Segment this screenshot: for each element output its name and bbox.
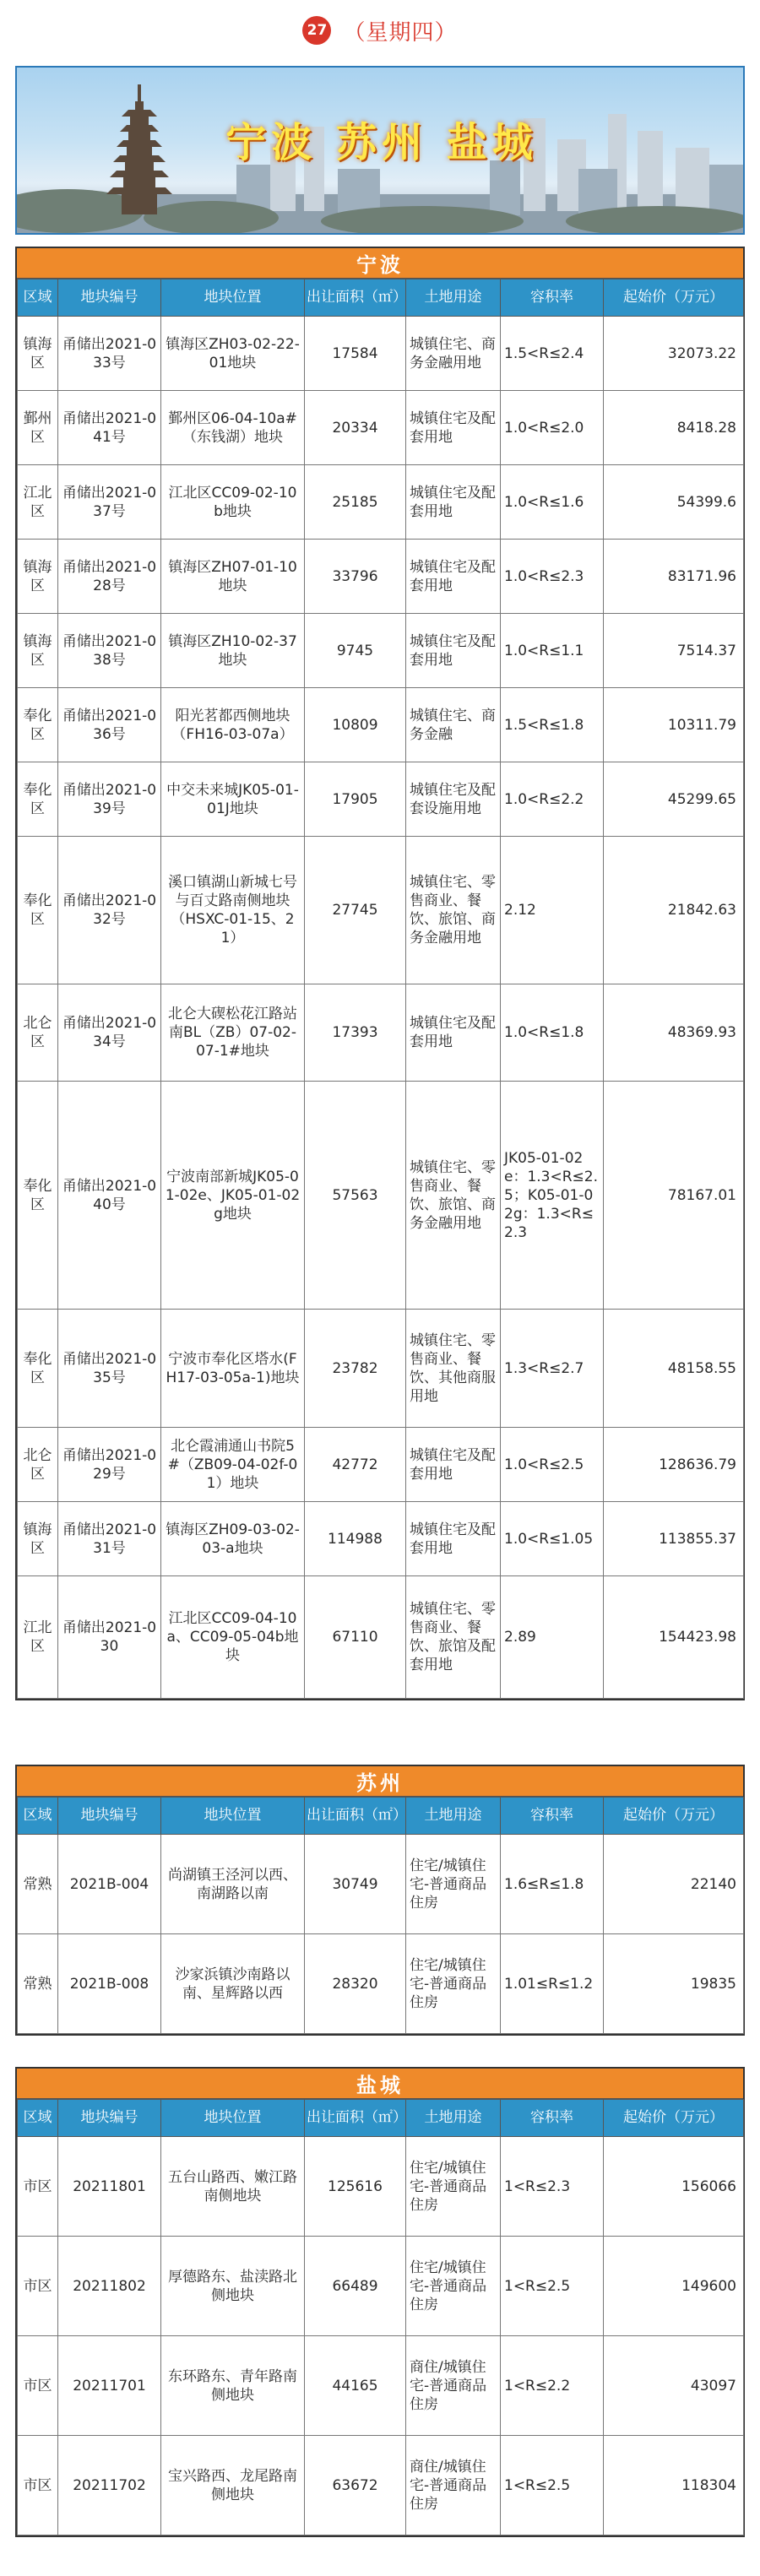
col-header-area: 出让面积（㎡） bbox=[305, 2100, 406, 2137]
col-header-area: 出让面积（㎡） bbox=[305, 279, 406, 317]
cell-far: 1.6≤R≤1.8 bbox=[501, 1835, 604, 1934]
cell-area: 67110 bbox=[305, 1576, 406, 1699]
cell-far: 1.5<R≤2.4 bbox=[501, 317, 604, 391]
cell-price: 78167.01 bbox=[604, 1082, 744, 1310]
cell-far: 1.0<R≤1.8 bbox=[501, 984, 604, 1082]
cell-price: 48369.93 bbox=[604, 984, 744, 1082]
table-row bbox=[18, 1428, 744, 1502]
land-table bbox=[17, 2099, 744, 2535]
date-badge: 27 bbox=[302, 16, 331, 45]
cell-district: 常熟 bbox=[18, 1835, 58, 1934]
col-header-price: 起始价（万元） bbox=[604, 2100, 744, 2137]
cell-district: 市区 bbox=[18, 2436, 58, 2535]
table-header-row bbox=[18, 1798, 744, 1835]
cell-use: 商住/城镇住宅-普通商品住房 bbox=[406, 2436, 501, 2535]
cell-far: 1.3<R≤2.7 bbox=[501, 1310, 604, 1428]
weekday-label: （星期四） bbox=[343, 19, 458, 46]
cell-district: 奉化区 bbox=[18, 1310, 58, 1428]
cell-use: 商住/城镇住宅-普通商品住房 bbox=[406, 2336, 501, 2436]
cell-location: 镇海区ZH09-03-02-03-a地块 bbox=[161, 1502, 305, 1576]
cell-far: 2.89 bbox=[501, 1576, 604, 1699]
col-header-district: 区域 bbox=[18, 1798, 58, 1835]
cell-area: 114988 bbox=[305, 1502, 406, 1576]
cell-location: 五台山路西、嫩江路南侧地块 bbox=[161, 2137, 305, 2237]
cell-code: 甬储出2021-028号 bbox=[58, 540, 161, 614]
cell-code: 2021B-004 bbox=[58, 1835, 161, 1934]
cell-use: 城镇住宅及配套用地 bbox=[406, 614, 501, 688]
cell-district: 鄞州区 bbox=[18, 391, 58, 465]
col-header-code: 地块编号 bbox=[58, 2100, 161, 2137]
cell-price: 128636.79 bbox=[604, 1428, 744, 1502]
cell-code: 2021B-008 bbox=[58, 1934, 161, 2034]
table-header-row bbox=[18, 2100, 744, 2137]
table-header-row bbox=[18, 279, 744, 317]
cell-far: 1<R≤2.3 bbox=[501, 2137, 604, 2237]
cell-area: 27745 bbox=[305, 837, 406, 984]
col-header-location: 地块位置 bbox=[161, 1798, 305, 1835]
cell-location: 宝兴路西、龙尾路南侧地块 bbox=[161, 2436, 305, 2535]
cell-far: 1.0<R≤1.05 bbox=[501, 1502, 604, 1576]
cell-area: 17393 bbox=[305, 984, 406, 1082]
cell-price: 7514.37 bbox=[604, 614, 744, 688]
cell-far: 1.0<R≤2.3 bbox=[501, 540, 604, 614]
cell-district: 镇海区 bbox=[18, 317, 58, 391]
cell-location: 北仑霞浦通山书院5#（ZB09-04-02f-01）地块 bbox=[161, 1428, 305, 1502]
cell-use: 城镇住宅、零售商业、餐饮、旅馆、商务金融用地 bbox=[406, 1082, 501, 1310]
cell-use: 住宅/城镇住宅-普通商品住房 bbox=[406, 2137, 501, 2237]
cell-far: 1.01≤R≤1.2 bbox=[501, 1934, 604, 2034]
cell-use: 城镇住宅、商务金融 bbox=[406, 688, 501, 762]
cell-far: 1.0<R≤1.1 bbox=[501, 614, 604, 688]
cell-code: 20211801 bbox=[58, 2137, 161, 2237]
cell-area: 20334 bbox=[305, 391, 406, 465]
cell-district: 市区 bbox=[18, 2336, 58, 2436]
col-header-code: 地块编号 bbox=[58, 1798, 161, 1835]
cell-location: 宁波南部新城JK05-01-02e、JK05-01-02g地块 bbox=[161, 1082, 305, 1310]
table-row bbox=[18, 837, 744, 984]
table-row bbox=[18, 688, 744, 762]
cell-code: 甬储出2021-031号 bbox=[58, 1502, 161, 1576]
cell-code: 甬储出2021-029号 bbox=[58, 1428, 161, 1502]
cell-code: 20211701 bbox=[58, 2336, 161, 2436]
cell-use: 住宅/城镇住宅-普通商品住房 bbox=[406, 1934, 501, 2034]
cell-use: 住宅/城镇住宅-普通商品住房 bbox=[406, 2237, 501, 2336]
cell-far: 1.0<R≤1.6 bbox=[501, 465, 604, 540]
cell-area: 25185 bbox=[305, 465, 406, 540]
cell-district: 奉化区 bbox=[18, 762, 58, 837]
cell-far: 2.12 bbox=[501, 837, 604, 984]
cell-location: 江北区CC09-04-10a、CC09-05-04b地块 bbox=[161, 1576, 305, 1699]
section-ningbo bbox=[15, 247, 745, 1700]
cell-location: 宁波市奉化区塔水(FH17-03-05a-1)地块 bbox=[161, 1310, 305, 1428]
cell-far: 1.0<R≤2.2 bbox=[501, 762, 604, 837]
section-title: 苏州 bbox=[17, 1766, 743, 1797]
cell-price: 19835 bbox=[604, 1934, 744, 2034]
cell-price: 54399.6 bbox=[604, 465, 744, 540]
col-header-price: 起始价（万元） bbox=[604, 1798, 744, 1835]
cell-price: 22140 bbox=[604, 1835, 744, 1934]
land-table bbox=[17, 1797, 744, 2034]
cell-location: 溪口镇湖山新城七号与百丈路南侧地块（HSXC-01-15、21） bbox=[161, 837, 305, 984]
col-header-price: 起始价（万元） bbox=[604, 279, 744, 317]
col-header-district: 区域 bbox=[18, 279, 58, 317]
col-header-area: 出让面积（㎡） bbox=[305, 1798, 406, 1835]
cell-location: 江北区CC09-02-10b地块 bbox=[161, 465, 305, 540]
col-header-far: 容积率 bbox=[501, 279, 604, 317]
section-title: 宁波 bbox=[17, 248, 743, 279]
col-header-location: 地块位置 bbox=[161, 2100, 305, 2137]
col-header-use: 土地用途 bbox=[406, 279, 501, 317]
cell-use: 住宅/城镇住宅-普通商品住房 bbox=[406, 1835, 501, 1934]
cell-use: 城镇住宅、零售商业、餐饮、旅馆、商务金融用地 bbox=[406, 837, 501, 984]
table-row bbox=[18, 2237, 744, 2336]
cell-area: 57563 bbox=[305, 1082, 406, 1310]
cell-price: 8418.28 bbox=[604, 391, 744, 465]
cell-price: 32073.22 bbox=[604, 317, 744, 391]
cell-price: 43097 bbox=[604, 2336, 744, 2436]
col-header-far: 容积率 bbox=[501, 1798, 604, 1835]
cell-code: 20211802 bbox=[58, 2237, 161, 2336]
table-row bbox=[18, 391, 744, 465]
cell-district: 镇海区 bbox=[18, 1502, 58, 1576]
cell-district: 北仑区 bbox=[18, 984, 58, 1082]
cell-district: 奉化区 bbox=[18, 688, 58, 762]
cell-far: 1.5<R≤1.8 bbox=[501, 688, 604, 762]
section-suzhou bbox=[15, 1765, 745, 2036]
cell-price: 149600 bbox=[604, 2237, 744, 2336]
table-row bbox=[18, 465, 744, 540]
col-header-use: 土地用途 bbox=[406, 2100, 501, 2137]
cell-area: 63672 bbox=[305, 2436, 406, 2535]
cell-area: 125616 bbox=[305, 2137, 406, 2237]
cell-price: 48158.55 bbox=[604, 1310, 744, 1428]
col-header-use: 土地用途 bbox=[406, 1798, 501, 1835]
cell-area: 28320 bbox=[305, 1934, 406, 2034]
cell-district: 镇海区 bbox=[18, 540, 58, 614]
cell-use: 城镇住宅、零售商业、餐饮、其他商服用地 bbox=[406, 1310, 501, 1428]
cell-district: 江北区 bbox=[18, 465, 58, 540]
col-header-location: 地块位置 bbox=[161, 279, 305, 317]
cell-location: 阳光茗都西侧地块（FH16-03-07a） bbox=[161, 688, 305, 762]
cell-far: 1<R≤2.5 bbox=[501, 2237, 604, 2336]
cell-area: 10809 bbox=[305, 688, 406, 762]
table-row bbox=[18, 614, 744, 688]
cell-code: 甬储出2021-037号 bbox=[58, 465, 161, 540]
cell-price: 118304 bbox=[604, 2436, 744, 2535]
cell-use: 城镇住宅及配套用地 bbox=[406, 1502, 501, 1576]
cell-price: 10311.79 bbox=[604, 688, 744, 762]
cell-district: 镇海区 bbox=[18, 614, 58, 688]
cell-price: 21842.63 bbox=[604, 837, 744, 984]
cell-code: 甬储出2021-041号 bbox=[58, 391, 161, 465]
cell-location: 东环路东、青年路南侧地块 bbox=[161, 2336, 305, 2436]
col-header-code: 地块编号 bbox=[58, 279, 161, 317]
cell-location: 中交未来城JK05-01-01J地块 bbox=[161, 762, 305, 837]
cell-far: 1<R≤2.5 bbox=[501, 2436, 604, 2535]
cell-location: 镇海区ZH03-02-22-01地块 bbox=[161, 317, 305, 391]
cell-location: 镇海区ZH10-02-37地块 bbox=[161, 614, 305, 688]
land-table bbox=[17, 279, 744, 1699]
cell-code: 甬储出2021-036号 bbox=[58, 688, 161, 762]
cell-use: 城镇住宅及配套用地 bbox=[406, 984, 501, 1082]
cell-price: 156066 bbox=[604, 2137, 744, 2237]
cell-area: 30749 bbox=[305, 1835, 406, 1934]
table-row bbox=[18, 1502, 744, 1576]
cell-code: 甬储出2021-033号 bbox=[58, 317, 161, 391]
cell-use: 城镇住宅及配套用地 bbox=[406, 465, 501, 540]
cell-price: 154423.98 bbox=[604, 1576, 744, 1699]
cell-code: 甬储出2021-038号 bbox=[58, 614, 161, 688]
cell-district: 北仑区 bbox=[18, 1428, 58, 1502]
cell-code: 甬储出2021-030 bbox=[58, 1576, 161, 1699]
cell-location: 镇海区ZH07-01-10地块 bbox=[161, 540, 305, 614]
table-row bbox=[18, 1835, 744, 1934]
table-row bbox=[18, 984, 744, 1082]
cell-price: 45299.65 bbox=[604, 762, 744, 837]
cell-area: 33796 bbox=[305, 540, 406, 614]
table-row bbox=[18, 1934, 744, 2034]
table-row bbox=[18, 762, 744, 837]
table-row bbox=[18, 1310, 744, 1428]
cell-price: 83171.96 bbox=[604, 540, 744, 614]
table-row bbox=[18, 2137, 744, 2237]
cell-district: 市区 bbox=[18, 2237, 58, 2336]
cell-area: 17584 bbox=[305, 317, 406, 391]
col-header-far: 容积率 bbox=[501, 2100, 604, 2137]
table-row bbox=[18, 2336, 744, 2436]
table-body bbox=[18, 2137, 744, 2535]
cell-area: 23782 bbox=[305, 1310, 406, 1428]
cell-location: 尚湖镇王泾河以西、南湖路以南 bbox=[161, 1835, 305, 1934]
table-row bbox=[18, 317, 744, 391]
city-banner bbox=[15, 66, 745, 235]
cell-area: 44165 bbox=[305, 2336, 406, 2436]
cell-area: 9745 bbox=[305, 614, 406, 688]
table-body bbox=[18, 317, 744, 1699]
cell-area: 17905 bbox=[305, 762, 406, 837]
cell-use: 城镇住宅、零售商业、餐饮、旅馆及配套用地 bbox=[406, 1576, 501, 1699]
cell-code: 甬储出2021-032号 bbox=[58, 837, 161, 984]
cell-code: 甬储出2021-035号 bbox=[58, 1310, 161, 1428]
col-header-district: 区域 bbox=[18, 2100, 58, 2137]
table-row bbox=[18, 1576, 744, 1699]
cell-far: 1<R≤2.2 bbox=[501, 2336, 604, 2436]
cell-far: 1.0<R≤2.5 bbox=[501, 1428, 604, 1502]
cell-district: 奉化区 bbox=[18, 1082, 58, 1310]
cell-use: 城镇住宅及配套用地 bbox=[406, 391, 501, 465]
section-title: 盐城 bbox=[17, 2069, 743, 2099]
banner-title: 宁波 苏州 盐城 bbox=[225, 119, 538, 166]
cell-use: 城镇住宅及配套设施用地 bbox=[406, 762, 501, 837]
cell-use: 城镇住宅及配套用地 bbox=[406, 540, 501, 614]
cell-location: 沙家浜镇沙南路以南、星辉路以西 bbox=[161, 1934, 305, 2034]
date-header bbox=[0, 12, 760, 49]
cell-far: 1.0<R≤2.0 bbox=[501, 391, 604, 465]
cell-far: JK05-01-02e：1.3<R≤2.5；K05-01-02g：1.3<R≤2.3 bbox=[501, 1082, 604, 1310]
table-row bbox=[18, 2436, 744, 2535]
cell-district: 市区 bbox=[18, 2137, 58, 2237]
table-body bbox=[18, 1835, 744, 2034]
cell-location: 北仑大碶松花江路站南BL（ZB）07-02-07-1#地块 bbox=[161, 984, 305, 1082]
cell-code: 甬储出2021-034号 bbox=[58, 984, 161, 1082]
cell-district: 江北区 bbox=[18, 1576, 58, 1699]
cell-area: 66489 bbox=[305, 2237, 406, 2336]
cell-price: 113855.37 bbox=[604, 1502, 744, 1576]
cell-location: 鄞州区06-04-10a#（东钱湖）地块 bbox=[161, 391, 305, 465]
cell-district: 奉化区 bbox=[18, 837, 58, 984]
cell-use: 城镇住宅及配套用地 bbox=[406, 1428, 501, 1502]
table-row bbox=[18, 1082, 744, 1310]
cell-area: 42772 bbox=[305, 1428, 406, 1502]
cell-use: 城镇住宅、商务金融用地 bbox=[406, 317, 501, 391]
table-row bbox=[18, 540, 744, 614]
cell-code: 甬储出2021-039号 bbox=[58, 762, 161, 837]
section-yancheng bbox=[15, 2067, 745, 2537]
cell-code: 甬储出2021-040号 bbox=[58, 1082, 161, 1310]
cell-location: 厚德路东、盐渎路北侧地块 bbox=[161, 2237, 305, 2336]
cell-code: 20211702 bbox=[58, 2436, 161, 2535]
cell-district: 常熟 bbox=[18, 1934, 58, 2034]
